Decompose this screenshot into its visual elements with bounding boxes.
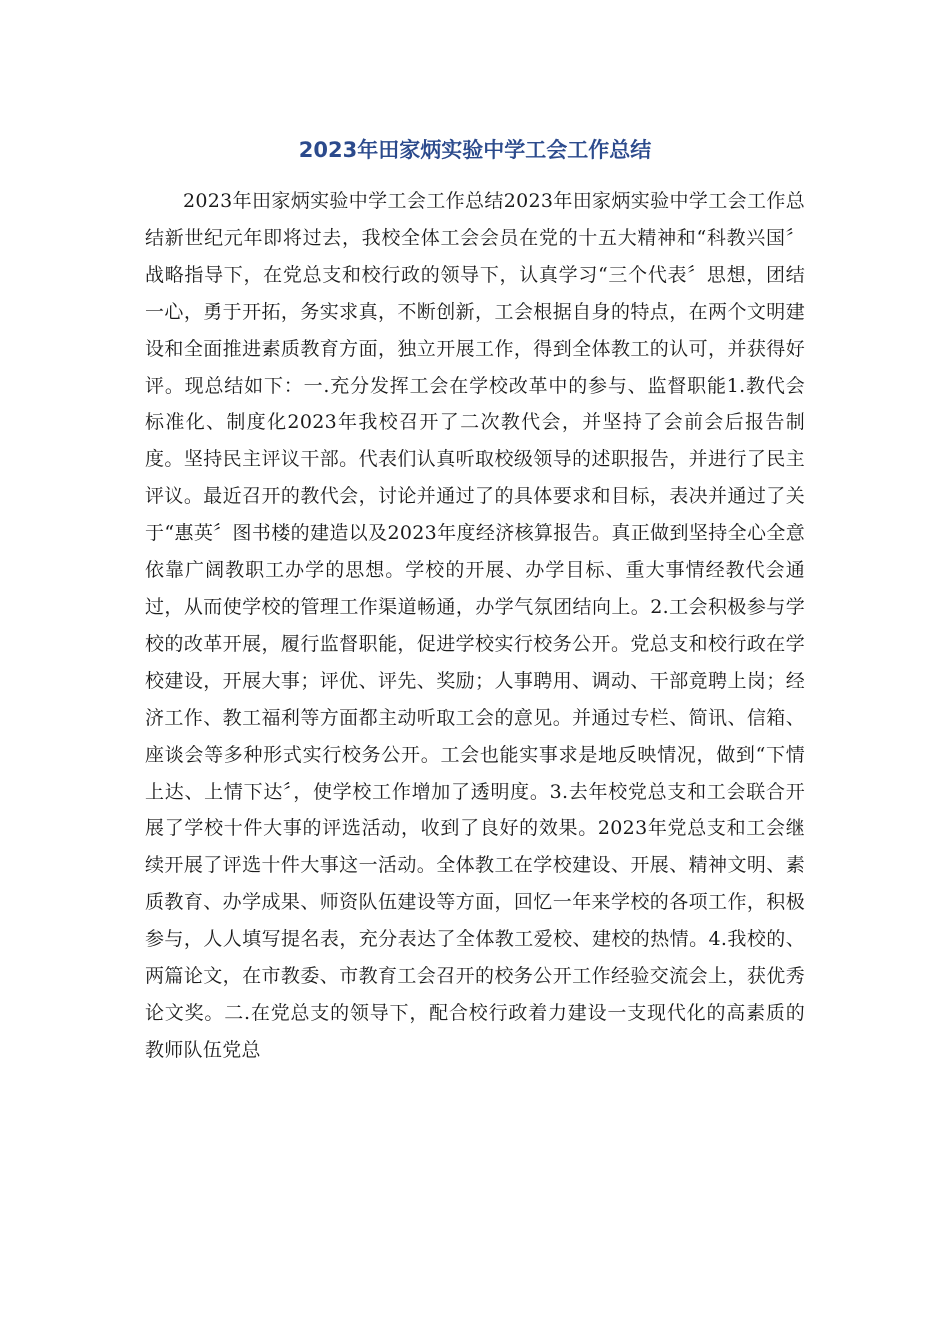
document-body-paragraph: 2023年田家炳实验中学工会工作总结2023年田家炳实验中学工会工作总结新世纪元年即将过去，我校全体工会会员在党的十五大精神和“科教兴国〞战略指导下，在党总支和校行政的领导下，认真学习“三个代表〞思想，团结一心，勇于开拓，务实求真，不断创新，工会根据自身的特点，在两个文明建设和全面推进素质教育方面，独立开展工作，得到全体教工的认可，并获得好评。现总结如下：一.充分发挥工会在学校改革中的参与、监督职能1.教代会标准化、制度化2023年我校召开了二次教代会，并坚持了会前会后报告制度。坚持民主评议干部。代表们认真听取校级领导的述职报告，并进行了民主评议。最近召开的教代会，讨论并通过了的具体要求和目标，表决并通过了关于“惠英〞图书楼的建造以及2023年度经济核算报告。真正做到坚持全心全意依靠广阔教职工办学的思想。学校的开展、办学目标、重大事情经教代会通过，从而使学校的管理工作渠道畅通，办学气氛团结向上。2.工会积极参与学校的改革开展，履行监督职能，促进学校实行校务公开。党总支和校行政在学校建设，开展大事；评优、评先、奖励；人事聘用、调动、干部竟聘上岗；经济工作、教工福利等方面都主动听取工会的意见。并通过专栏、简讯、信箱、座谈会等多种形式实行校务公开。工会也能实事求是地反映情况，做到“下情上达、上情下达〞，使学校工作增加了透明度。3.去年校党总支和工会联合开展了学校十件大事的评选活动，收到了良好的效果。2023年党总支和工会继续开展了评选十件大事这一活动。全体教工在学校建设、开展、精神文明、素质教育、办学成果、师资队伍建设等方面，回忆一年来学校的各项工作，积极参与，人人填写提名表，充分表达了全体教工爱校、建校的热情。4.我校的、两篇论文，在市教委、市教育工会召开的校务公开工作经验交流会上，获优秀论文奖。二.在党总支的领导下，配合校行政着力建设一支现代化的高素质的教师队伍党总 — [145, 190, 805, 1061]
document-title: 2023年田家炳实验中学工会工作总结 — [298, 138, 652, 162]
